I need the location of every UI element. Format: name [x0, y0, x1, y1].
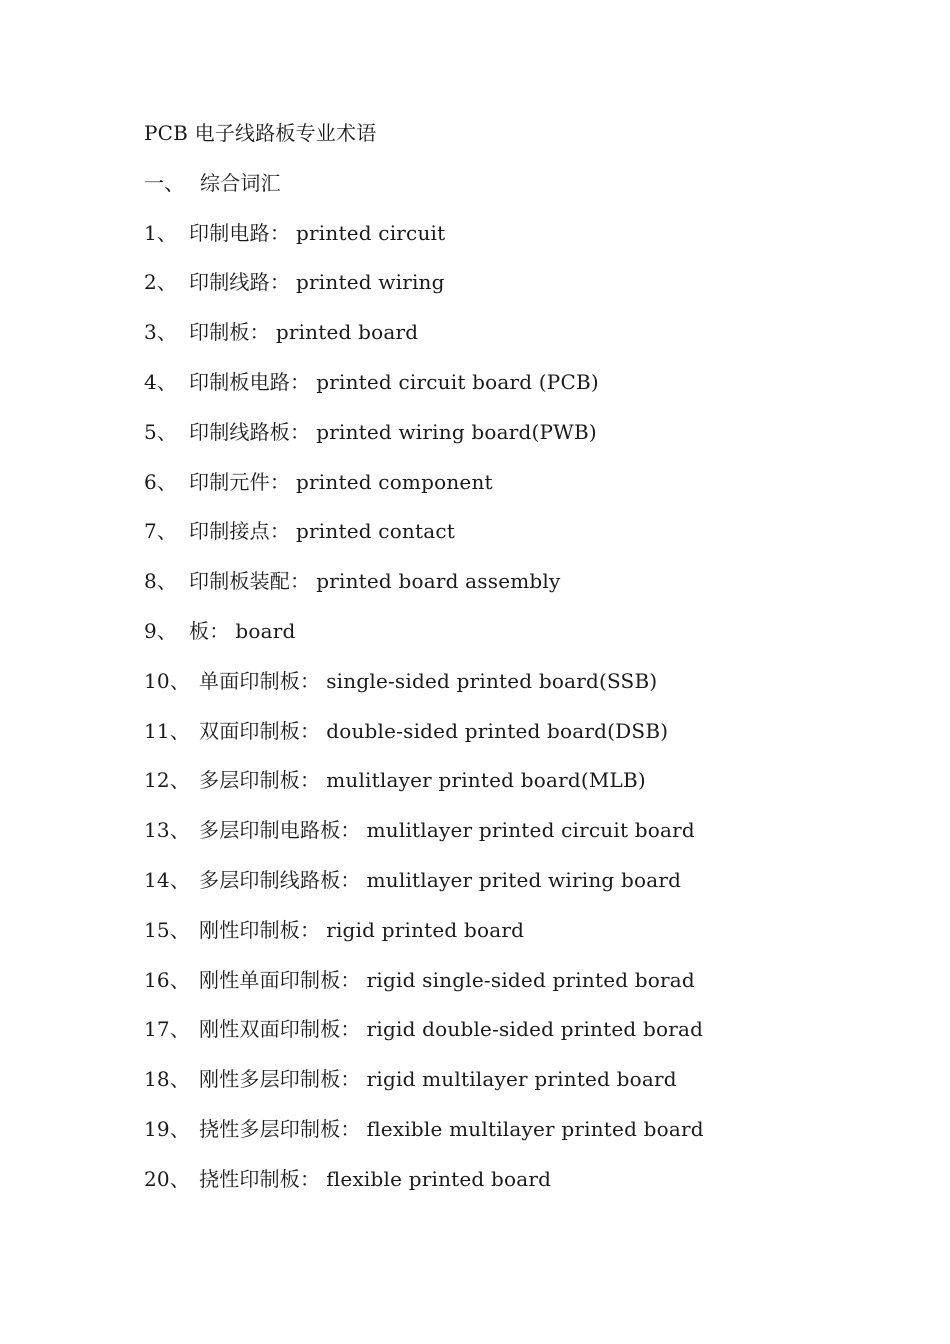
term-english: printed circuit board (PCB): [316, 369, 599, 394]
term-chinese: 多层印制电路板: [199, 818, 341, 843]
term-separator: ：: [300, 718, 321, 743]
term-english: printed wiring board(PWB): [316, 419, 597, 444]
term-item: [144, 664, 864, 714]
term-chinese: 印制线路板: [189, 419, 290, 444]
term-number: 14、: [144, 867, 191, 892]
section-title: 综合词汇: [200, 170, 281, 195]
term-chinese: 板: [189, 618, 210, 643]
term-item: [144, 415, 864, 465]
term-item: [144, 564, 864, 614]
term-number: 7、: [144, 519, 178, 544]
term-english: rigid printed board: [326, 917, 525, 942]
term-separator: ：: [290, 419, 311, 444]
term-english: mulitlayer printed circuit board: [366, 818, 695, 843]
section-heading: [144, 166, 864, 216]
term-english: rigid multilayer printed board: [366, 1067, 677, 1092]
term-item: [144, 913, 864, 963]
term-item: [144, 1062, 864, 1112]
term-number: 9、: [144, 618, 178, 643]
term-english: printed circuit: [296, 220, 446, 245]
term-item: [144, 813, 864, 863]
term-item: [144, 614, 864, 664]
term-chinese: 印制接点: [189, 519, 270, 544]
term-number: 1、: [144, 220, 178, 245]
term-number: 15、: [144, 917, 191, 942]
document-content: [144, 116, 864, 1212]
term-english: printed contact: [296, 519, 456, 544]
term-separator: ：: [290, 369, 311, 394]
term-number: 13、: [144, 818, 191, 843]
term-list: [144, 216, 864, 1212]
term-item: [144, 315, 864, 365]
term-chinese: 双面印制板: [199, 718, 300, 743]
term-chinese: 印制板电路: [189, 369, 290, 394]
term-separator: ：: [340, 867, 361, 892]
term-separator: ：: [340, 967, 361, 992]
term-item: [144, 1112, 864, 1162]
document-title: PCB 电子线路板专业术语: [144, 121, 377, 145]
term-item: [144, 216, 864, 266]
term-english: rigid single-sided printed borad: [366, 967, 695, 992]
term-separator: ：: [269, 519, 291, 544]
term-chinese: 印制板装配: [189, 569, 290, 594]
term-separator: ：: [300, 668, 321, 693]
term-chinese: 印制板: [189, 320, 250, 345]
term-english: mulitlayer prited wiring board: [366, 867, 682, 892]
term-english: printed component: [296, 469, 493, 494]
term-item: [144, 365, 864, 415]
term-separator: ：: [300, 768, 321, 793]
term-item: [144, 763, 864, 813]
term-chinese: 多层印制板: [199, 768, 300, 793]
term-separator: ：: [300, 1166, 321, 1191]
term-chinese: 刚性多层印制板: [199, 1067, 341, 1092]
term-separator: ：: [340, 1017, 361, 1042]
section-number: 一、: [144, 170, 185, 195]
term-chinese: 挠性多层印制板: [199, 1116, 341, 1141]
term-chinese: 印制线路: [189, 270, 270, 295]
term-english: double-sided printed board(DSB): [326, 718, 669, 743]
term-english: printed wiring: [296, 270, 445, 295]
term-item: [144, 265, 864, 315]
term-number: 6、: [144, 469, 178, 494]
term-number: 4、: [144, 369, 178, 394]
term-number: 10、: [144, 668, 191, 693]
term-chinese: 刚性印制板: [199, 917, 300, 942]
term-item: [144, 1162, 864, 1212]
term-separator: ：: [269, 270, 291, 295]
term-number: 18、: [144, 1067, 191, 1092]
term-chinese: 刚性单面印制板: [199, 967, 341, 992]
term-number: 19、: [144, 1116, 191, 1141]
term-english: printed board assembly: [316, 569, 561, 594]
term-separator: ：: [340, 1116, 361, 1141]
term-english: single-sided printed board(SSB): [326, 668, 658, 693]
term-english: printed board: [275, 320, 419, 345]
term-number: 12、: [144, 768, 191, 793]
term-number: 17、: [144, 1017, 191, 1042]
term-number: 16、: [144, 967, 191, 992]
term-chinese: 印制元件: [189, 469, 270, 494]
term-number: 11、: [144, 718, 191, 743]
term-chinese: 印制电路: [189, 220, 270, 245]
term-english: board: [235, 618, 296, 643]
term-english: flexible multilayer printed board: [366, 1116, 704, 1141]
term-item: [144, 714, 864, 764]
term-number: 5、: [144, 419, 178, 444]
term-chinese: 多层印制线路板: [199, 867, 341, 892]
term-item: [144, 863, 864, 913]
term-item: [144, 963, 864, 1013]
term-separator: ：: [249, 320, 270, 345]
term-item: [144, 1012, 864, 1062]
term-item: [144, 465, 864, 515]
term-number: 20、: [144, 1166, 191, 1191]
term-english: mulitlayer printed board(MLB): [326, 768, 646, 793]
term-english: rigid double-sided printed borad: [366, 1017, 704, 1042]
term-chinese: 挠性印制板: [199, 1166, 300, 1191]
term-chinese: 刚性双面印制板: [199, 1017, 341, 1042]
term-separator: ：: [340, 818, 361, 843]
term-separator: ：: [290, 569, 311, 594]
term-chinese: 单面印制板: [199, 668, 300, 693]
term-separator: ：: [209, 618, 230, 643]
term-separator: ：: [300, 917, 321, 942]
term-english: flexible printed board: [326, 1166, 552, 1191]
term-number: 8、: [144, 569, 178, 594]
term-number: 3、: [144, 320, 178, 345]
term-number: 2、: [144, 270, 178, 295]
term-separator: ：: [340, 1067, 361, 1092]
term-separator: ：: [269, 469, 291, 494]
term-item: [144, 514, 864, 564]
term-separator: ：: [269, 220, 291, 245]
